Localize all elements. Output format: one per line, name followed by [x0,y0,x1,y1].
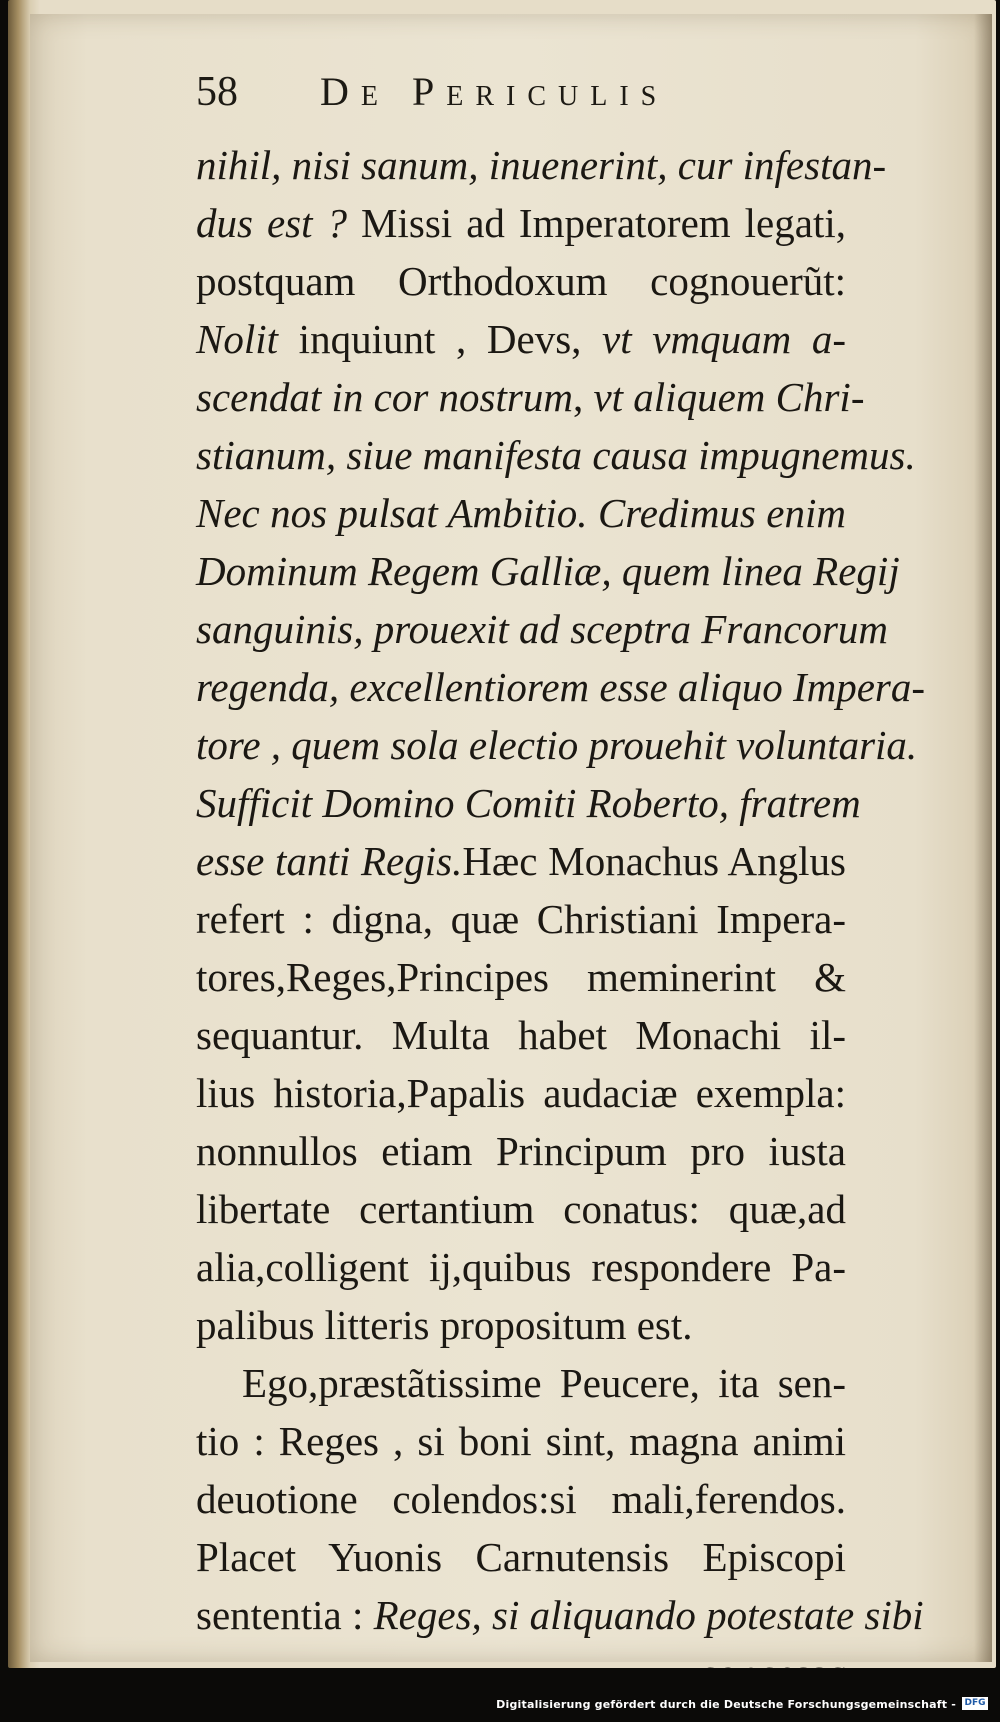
italic-segment: vt aliquem Chri- [593,374,865,420]
roman-segment: refert : digna, quæ Christiani Impera- [196,896,846,942]
text-line [196,658,926,716]
italic-segment: Nolit [196,316,279,362]
italic-segment: stianum, siue manifesta causa impugnemus. [196,432,916,478]
italic-segment: nihil, nisi sanum, inuenerint, cur infestan- [196,142,887,188]
running-head [196,68,816,128]
italic-segment: dus est ? [196,200,348,246]
text-line [196,136,887,194]
text-block [196,136,926,1702]
text-line [196,1586,924,1644]
text-line [196,1528,846,1586]
text-line [196,832,846,890]
dfg-logo: DFG [962,1697,988,1710]
roman-segment: Missi ad Imperatorem legati, [347,200,846,246]
text-line [196,1296,846,1354]
italic-segment: sanguinis, prouexit ad sceptra Francorum [196,606,889,652]
italic-segment: Reges, si aliquando potestate sibi [373,1592,924,1638]
italic-segment: vt vmquam a- [602,316,846,362]
roman-segment: lius historia,Papalis audaciæ exempla: [196,1070,846,1116]
digitization-credit: Digitalisierung gefördert durch die Deutsche Forschungsgemeinschaft - [496,1698,956,1711]
roman-segment: postquam Orthodoxum cognouerũt: [196,258,846,304]
text-line [196,1006,846,1064]
roman-segment: inquiunt , Devs, [278,316,603,362]
italic-segment: esse tanti Regis. [196,838,463,884]
text-line [196,1180,846,1238]
roman-segment: Hæc Monachus Anglus [462,838,846,884]
roman-segment: tores,Reges,Principes meminerint & [196,954,846,1000]
italic-segment: tore , quem sola electio prouehit voluntaria. [196,722,918,768]
running-title: De Periculis [320,69,669,114]
text-line [196,252,846,310]
text-line [196,426,916,484]
roman-segment: , [572,374,594,420]
text-line [196,716,918,774]
text-line [196,890,846,948]
roman-segment: libertate certantium conatus: quæ,ad [196,1186,846,1232]
italic-segment: scendat in cor nostrum [196,374,573,420]
italic-segment: Nec nos pulsat Ambitio. Credimus enim [196,490,846,536]
roman-segment: tio : Reges , si boni sint, magna animi [196,1418,846,1464]
text-line [196,310,846,368]
roman-segment: alia,colligent ij,quibus respondere Pa- [196,1244,846,1290]
text-line [196,1470,846,1528]
text-line [196,542,900,600]
roman-segment: nonnullos etiam Principum pro iusta [196,1128,846,1174]
roman-segment: sequantur. Multa habet Monachi il- [196,1012,846,1058]
roman-segment: palibus litteris propositum est. [196,1302,693,1348]
italic-segment: Sufficit Domino Comiti Roberto, fratrem [196,780,861,826]
text-line [196,484,846,542]
roman-segment: Placet Yuonis Carnutensis Episcopi [196,1534,846,1580]
footer-bar [0,1668,1000,1722]
text-line [196,1122,846,1180]
text-line [196,368,865,426]
page-number: 58 [196,69,238,115]
text-line [196,194,846,252]
text-line [196,774,861,832]
roman-segment: sententia : [196,1592,374,1638]
roman-segment: deuotione colendos:si mali,ferendos. [196,1476,846,1522]
fold-shadow [974,14,992,1662]
text-line [196,1412,846,1470]
text-line [196,600,889,658]
italic-segment: regenda, excellentiorem esse aliquo Impera- [196,664,926,710]
text-line [196,1064,846,1122]
roman-segment: Ego,præstãtissime Peucere, ita sen- [242,1360,846,1406]
text-line [196,1354,846,1412]
text-line [196,1238,846,1296]
text-line [196,948,846,1006]
italic-segment: Dominum Regem Galliæ, quem linea Regij [196,548,900,594]
